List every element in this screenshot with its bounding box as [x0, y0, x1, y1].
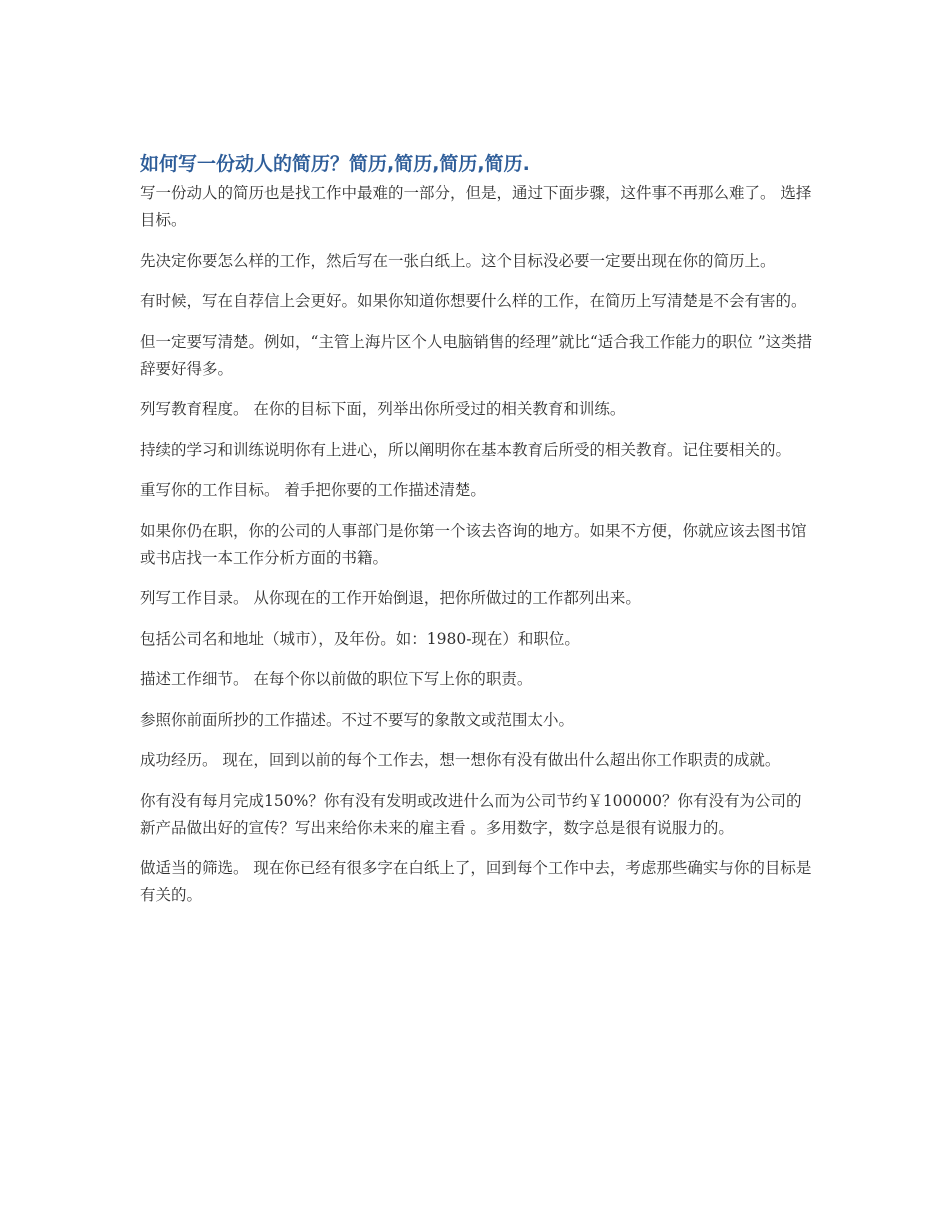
document-page — [140, 148, 816, 923]
paragraph-12: 参照你前面所抄的工作描述。不过不要写的象散文或范围太小。 — [140, 710, 575, 729]
paragraph-7: 重写你的工作目标。 着手把你要的工作描述清楚。 — [140, 481, 486, 499]
paragraph-5: 列写教育程度。 在你的目标下面，列举出你所受过的相关教育和训练。 — [140, 400, 626, 418]
paragraph-3: 有时候，写在自荐信上会更好。如果你知道你想要什么样的工作，在简历上写清楚是不会有害的。 — [140, 292, 807, 310]
paragraph-14: 你有没有每月完成150%？你有没有发明或改进什么而为公司节约￥100000？你有没有为公司的新产品做出好的宣传？写出来给你未来的雇主看 。多用数字，数字总是很有说服力的。 — [140, 791, 802, 837]
paragraph-2: 先决定你要怎么样的工作，然后写在一张白纸上。这个目标没必要一定要出现在你的简历上。 — [140, 251, 776, 270]
paragraph-8: 如果你仍在职，你的公司的人事部门是你第一个该去咨询的地方。如果不方便，你就应该去图书馆或书店找一本工作分析方面的书籍。 — [140, 521, 807, 567]
paragraph-1: 写一份动人的简历也是找工作中最难的一部分，但是，通过下面步骤，这件事不再那么难了。 选择目标。 — [140, 184, 812, 229]
paragraph-9: 列写工作目录。 从你现在的工作开始倒退，把你所做过的工作都列出来。 — [140, 589, 641, 607]
document-title: 如何写一份动人的简历？简历,简历,简历,简历. — [140, 153, 530, 175]
paragraph-6: 持续的学习和训练说明你有上进心，所以阐明你在基本教育后所受的相关教育。记住要相关的。 — [140, 440, 792, 459]
paragraph-15: 做适当的筛选。 现在你已经有很多字在白纸上了，回到每个工作中去，考虑那些确实与你的目标是有关的。 — [140, 859, 812, 904]
paragraph-13: 成功经历。 现在，回到以前的每个工作去，想一想你有没有做出什么超出你工作职责的成就。 — [140, 751, 781, 769]
paragraph-11: 描述工作细节。 在每个你以前做的职位下写上你的职责。 — [140, 670, 533, 688]
paragraph-10: 包括公司名和地址（城市），及年份。如：1980-现在）和职位。 — [140, 629, 580, 648]
paragraph-4: 但一定要写清楚。例如，“主管上海片区个人电脑销售的经理”就比“适合我工作能力的职位 ”这类措辞要好得多。 — [140, 332, 813, 378]
